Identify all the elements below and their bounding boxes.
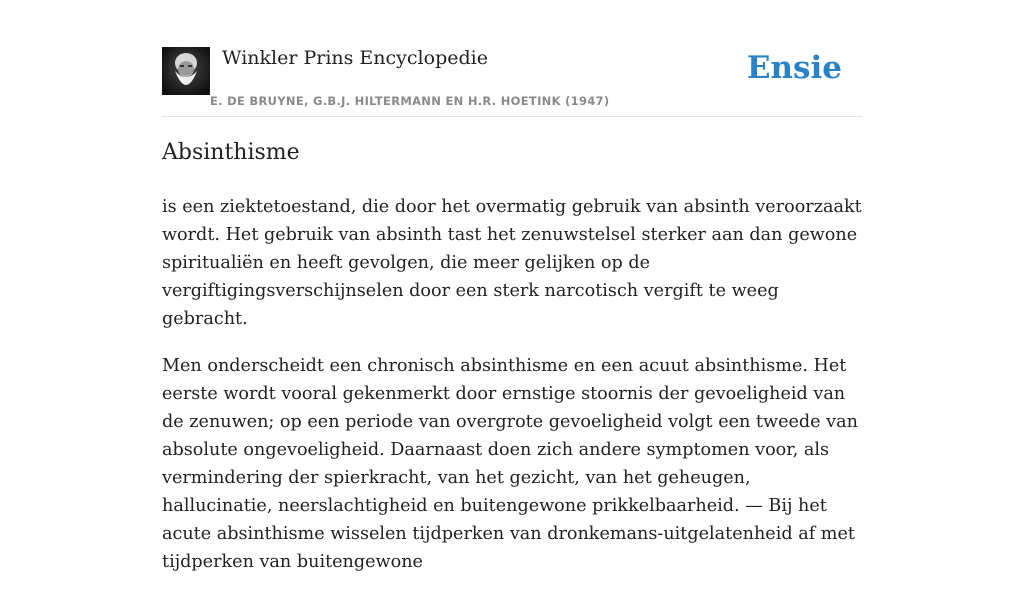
article-paragraph: Men onderscheidt een chronisch absinthisme en een acuut absinthisme. Het eerste wordt vooral gekenmerkt door ernstige stoornis der gevoeligheid van de zenuwen; op een periode van overgrote gevoeligheid volgt een tweede van absolute ongevoeligheid. Daarnaast doen zich andere symptomen voor, als vermindering der spierkracht, van het gezicht, van het geheugen, hallucinatie, neerslachtigheid en buitengewone prikkelbaarheid. — Bij het acute absinthisme wisselen tijdperken van dronkemans-uitgelatenheid af met tijdperken van buitengewone bbox=[162, 356, 858, 572]
bearded-portrait-icon bbox=[162, 47, 210, 95]
ensie-logo[interactable]: Ensie bbox=[746, 50, 842, 86]
article-body bbox=[162, 193, 862, 595]
article-title: Absinthisme bbox=[162, 140, 300, 165]
author-avatar[interactable] bbox=[162, 47, 210, 95]
publication-title[interactable]: Winkler Prins Encyclopedie bbox=[222, 47, 488, 69]
page-header bbox=[162, 44, 862, 117]
article-paragraph: is een ziektetoestand, die door het overmatig gebruik van absinth veroorzaakt wordt. Het gebruik van absinth tast het zenuwstelsel sterker aan dan gewone spiritualiën en heeft gevolgen, die meer gelijken op de vergiftigingsverschijnselen door een sterk narcotisch vergift te weeg gebracht. bbox=[162, 197, 862, 329]
publication-authors: E. DE BRUYNE, G.B.J. HILTERMANN EN H.R. HOETINK (1947) bbox=[210, 94, 610, 108]
